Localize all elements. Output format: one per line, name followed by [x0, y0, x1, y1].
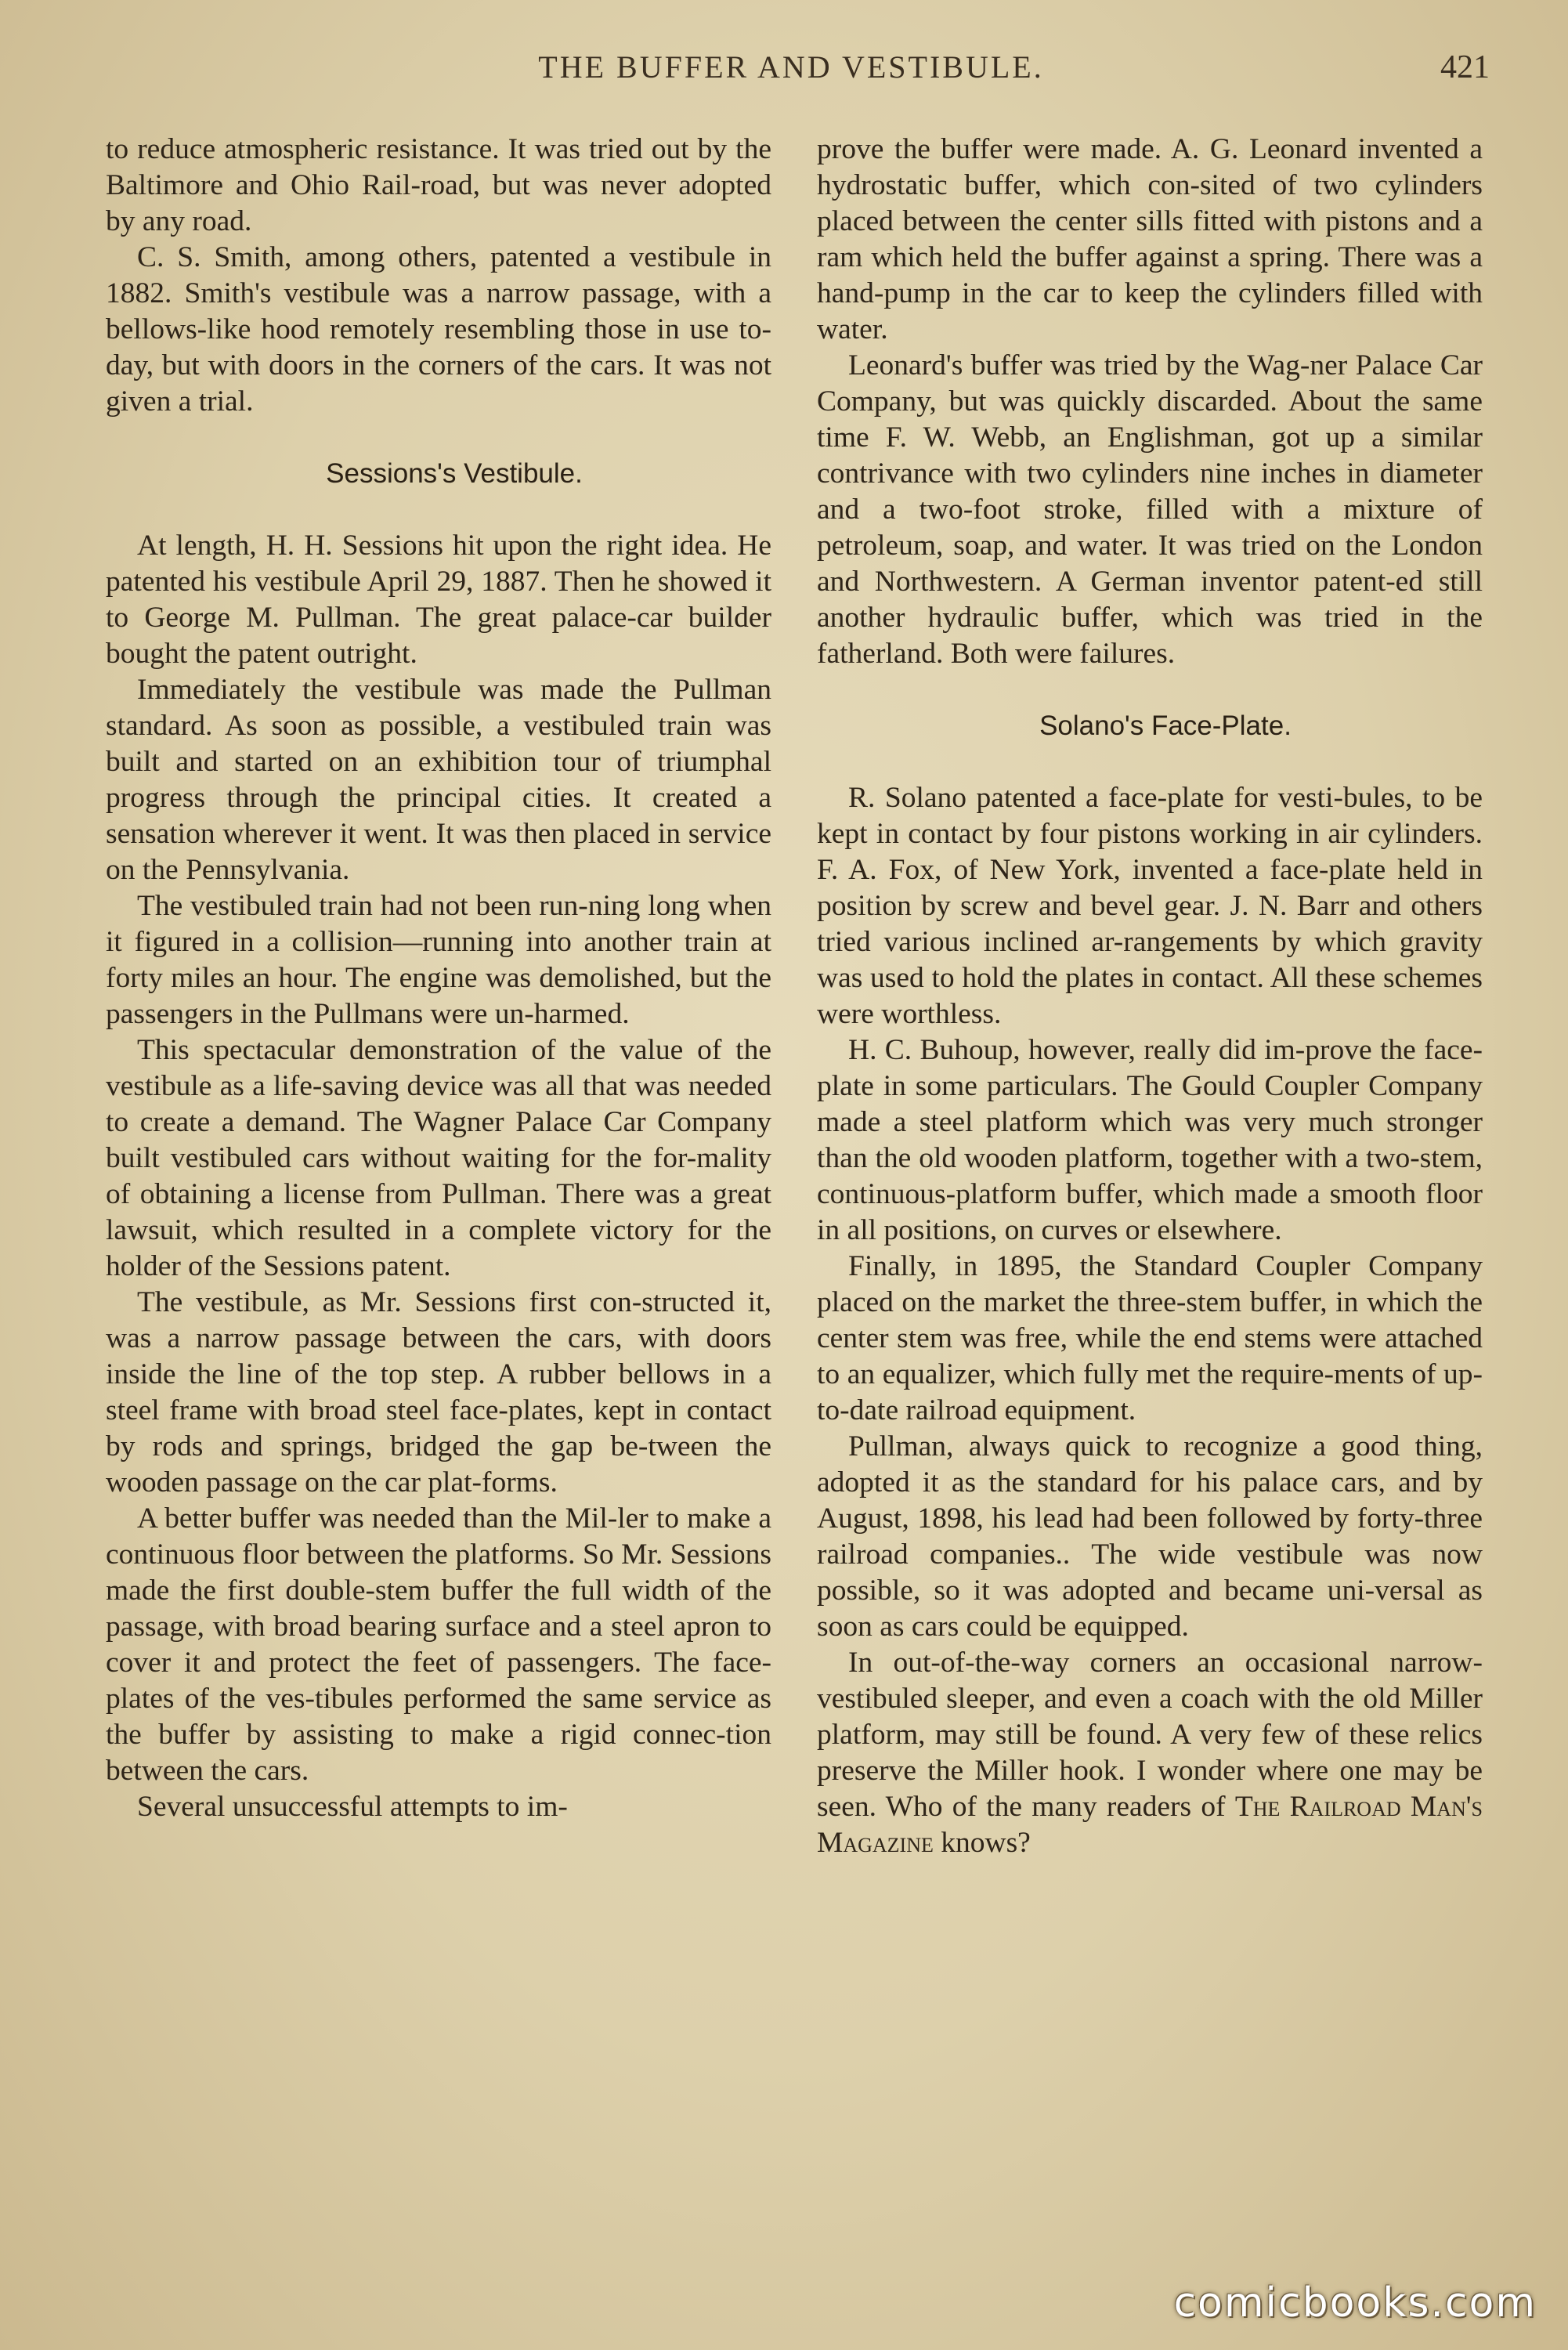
watermark: comicbooks.com	[1173, 2280, 1537, 2326]
paragraph: Pullman, always quick to recognize a good thing, adopted it as the standard for his palace cars, and by August, 1898, his lead had been followed by forty-three railroad companies.. The wide vestibule was now possible, so it was adopted and became uni-versal as soon as cars could be equipped.	[817, 1430, 1483, 1643]
paragraph: Finally, in 1895, the Standard Coupler Company placed on the market the three-stem buffer, in which the center stem was free, while the end stems were attached to an equalizer, which fully met the require-ments of up-to-date railroad equipment.	[817, 1250, 1483, 1426]
paragraph: H. C. Buhoup, however, really did im-prove the face-plate in some particulars. The Gould Coupler Company made a steel platform which was very much stronger than the old wooden platform, together with a two-stem, continuous-platform buffer, which made a smooth floor in all positions, on curves or elsewhere.	[817, 1034, 1483, 1246]
paragraph: This spectacular demonstration of the value of the vestibule as a life-saving device was all that was needed to create a demand. The Wagner Palace Car Company built vestibuled cars without waiting for the for-mality of obtaining a license from Pullman. There was a great lawsuit, which resulted in a complete victory for the holder of the Sessions patent.	[106, 1034, 771, 1282]
paragraph: At length, H. H. Sessions hit upon the right idea. He patented his vestibule April 29, 1887. Then he showed it to George M. Pullman. The great palace-car builder bought the patent outright.	[106, 530, 771, 670]
paragraph: The vestibuled train had not been run-ning long when it figured in a collision—running into another train at forty miles an hour. The engine was demolished, but the passengers in the Pullmans were un-harmed.	[106, 890, 771, 1030]
section-heading: Sessions's Vestibule.	[326, 458, 583, 489]
paragraph: R. Solano patented a face-plate for vesti-bules, to be kept in contact by four pistons working in air cylinders. F. A. Fox, of New York, invented a face-plate held in position by screw and bevel gear. J. N. Barr and others tried various inclined ar-rangements by which gravity was used to hold the plates in contact. All these schemes were worthless.	[817, 782, 1483, 1030]
paragraph: C. S. Smith, among others, patented a vestibule in 1882. Smith's vestibule was a narrow passage, with a bellows-like hood remotely resembling those in use to-day, but with doors in the corners of the cars. It was not given a trial.	[106, 241, 771, 418]
paragraph: prove the buffer were made. A. G. Leonard invented a hydrostatic buffer, which con-sited of two cylinders placed between the center sills fitted with pistons and a ram which held the buffer against a spring. There was a hand-pump in the car to keep the cylinders filled with water.	[817, 133, 1483, 345]
paragraph-text: In out-of-the-way corners an occasional narrow-vestibuled sleeper, and even a coach with the old Miller platform, may still be found. A very few of these relics preserve the Miller hook. I wonder where one may be seen. Who of the many readers of	[817, 1647, 1483, 1823]
running-head: THE BUFFER AND VESTIBULE.	[538, 49, 1044, 85]
paragraph: A better buffer was needed than the Mil-ler to make a continuous floor between the platforms. So Mr. Sessions made the first double-stem buffer the full width of the passage, with broad bearing surface and a steel apron to cover it and protect the feet of passengers. The face-plates of the ves-tibules performed the same service as the buffer by assisting to make a rigid connec-tion between the cars.	[106, 1502, 771, 1787]
paragraph-text: knows?	[933, 1827, 1031, 1859]
paragraph: Leonard's buffer was tried by the Wag-ner Palace Car Company, but was quickly discarded. About the same time F. W. Webb, an Englishman, got up a similar contrivance with two cylinders nine inches in diameter and a two-foot stroke, filled with a mixture of petroleum, soap, and water. It was tried on the London and Northwestern. A German inventor patent-ed still another hydraulic buffer, which was tried in the fatherland. Both were failures.	[817, 349, 1483, 670]
paragraph: Several unsuccessful attempts to im-	[137, 1791, 568, 1823]
page-number: 421	[1440, 49, 1490, 85]
right-column	[817, 132, 1483, 1861]
paragraph: to reduce atmospheric resistance. It was tried out by the Baltimore and Ohio Rail-road, but was never adopted by any road.	[106, 133, 771, 237]
section-heading: Solano's Face-Plate.	[1039, 710, 1292, 741]
paragraph: Immediately the vestibule was made the Pullman standard. As soon as possible, a vestibuled train was built and started on an exhibition tour of triumphal progress through the principal cities. It created a sensation wherever it went. It was then placed in service on the Pennsylvania.	[106, 674, 771, 886]
magazine-title: The Railroad Man's Magazine	[817, 1791, 1483, 1859]
paragraph	[817, 1645, 1483, 1861]
paragraph: The vestibule, as Mr. Sessions first con-structed it, was a narrow passage between the cars, with doors inside the line of the top step. A rubber bellows in a steel frame with broad steel face-plates, kept in contact by rods and springs, bridged the gap be-tween the wooden passage on the car plat-forms.	[106, 1286, 771, 1499]
left-column	[106, 132, 771, 1825]
